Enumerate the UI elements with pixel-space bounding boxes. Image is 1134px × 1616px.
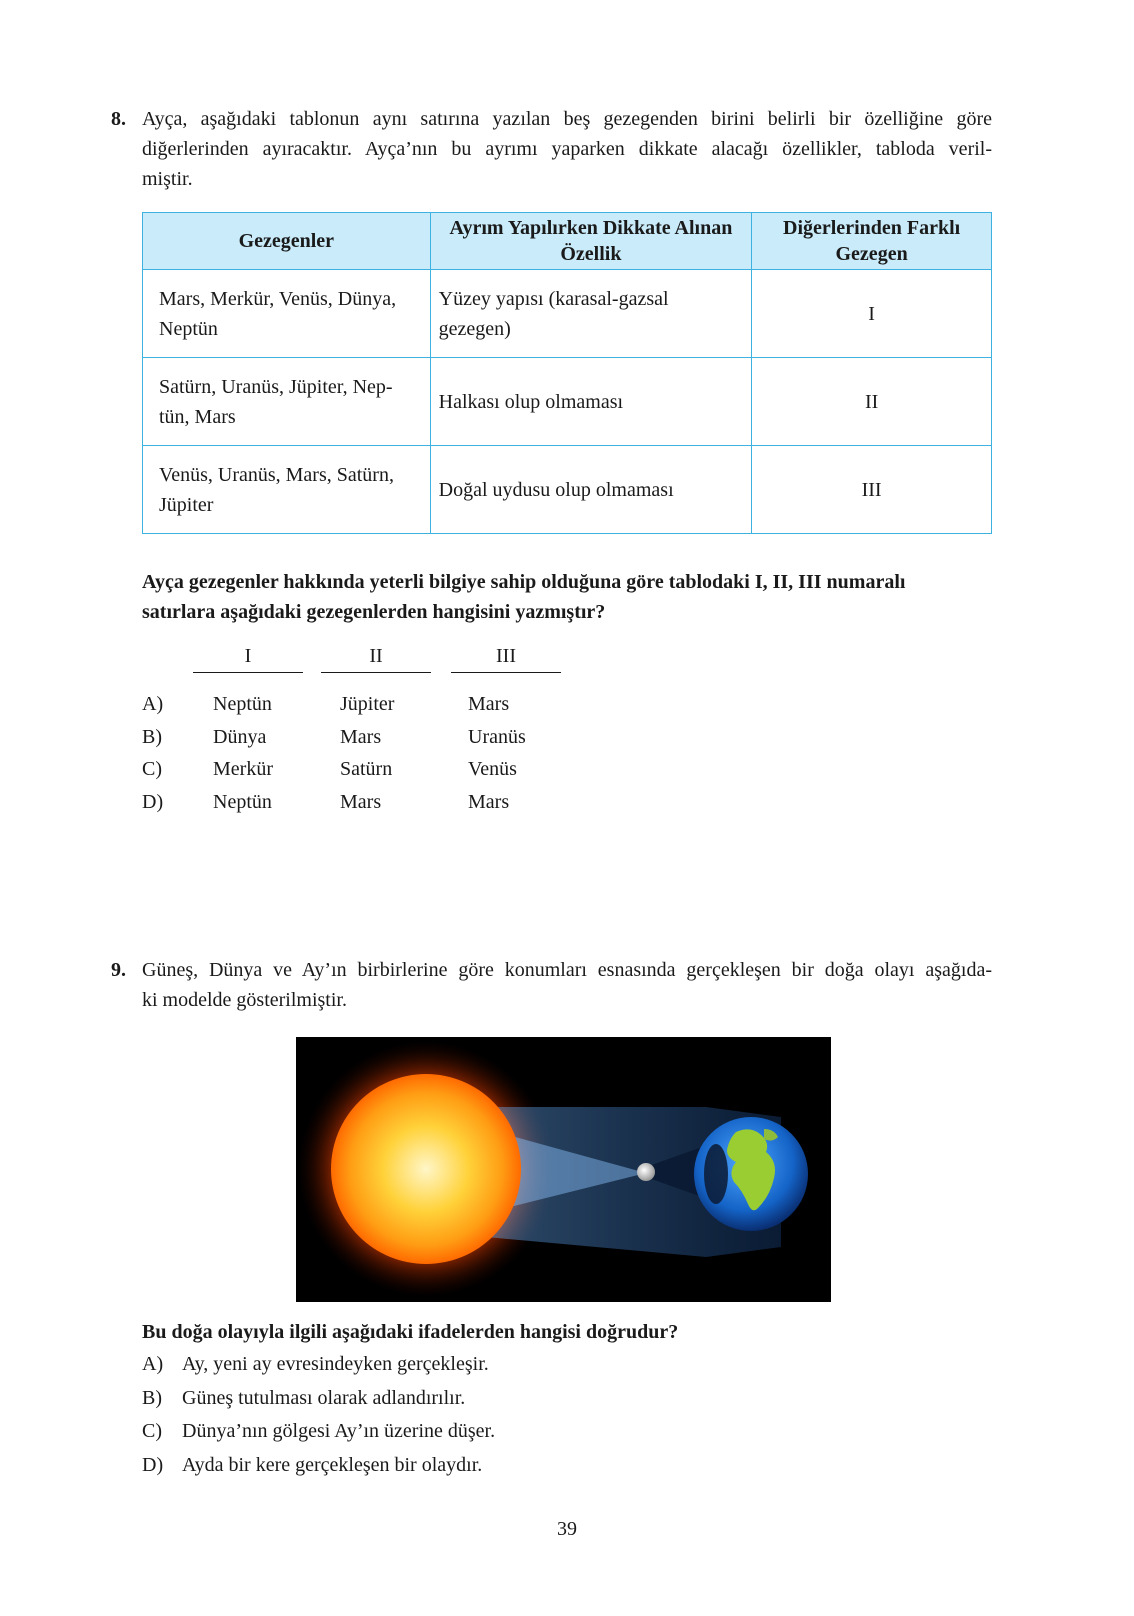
question-8-number: 8. xyxy=(111,108,126,130)
option-value: Uranüs xyxy=(468,726,526,748)
table-header-cell: Diğerlerinden Farklı Gezegen xyxy=(752,213,992,270)
table-row xyxy=(143,358,992,446)
option-value: Mars xyxy=(468,693,510,715)
option-text: Ayda bir kere gerçekleşen bir olaydır. xyxy=(182,1454,483,1476)
option-letter: A) xyxy=(142,693,164,715)
question-9-prompt: Bu doğa olayıyla ilgili aşağıdaki ifadelerden hangisi doğrudur? xyxy=(142,1321,679,1343)
question-8-line: diğerlerinden ayıracaktır. Ayça’nın bu ayrımı yaparken dikkate alacağı özellikler, tabloda veril- xyxy=(142,138,992,160)
table-header-cell: Gezegenler xyxy=(143,213,431,270)
option-letter: B) xyxy=(142,726,162,748)
table-cell-planets: Venüs, Uranüs, Mars, Satürn, Jüpiter xyxy=(143,446,431,534)
answer-column-header: III xyxy=(451,645,561,673)
table-cell-feature: Doğal uydusu olup olmaması xyxy=(430,446,752,534)
table-header-cell: Ayrım Yapılırken Dikkate Alınan Özellik xyxy=(430,213,752,270)
table-cell-mark: II xyxy=(752,358,992,446)
option-text: Dünya’nın gölgesi Ay’ın üzerine düşer. xyxy=(182,1420,496,1442)
option-value: Jüpiter xyxy=(340,693,395,715)
table-cell-mark: I xyxy=(752,270,992,358)
question-8-text xyxy=(142,104,992,194)
option-value: Neptün xyxy=(213,791,272,813)
option-text: Güneş tutulması olarak adlandırılır. xyxy=(182,1387,466,1409)
question-8-line: Ayça, aşağıdaki tablonun aynı satırına yazılan beş gezegenden birini belirli bir özelliğine göre xyxy=(142,108,992,130)
page-number: 39 xyxy=(557,1518,577,1540)
option-value: Neptün xyxy=(213,693,272,715)
question-8-line: miştir. xyxy=(142,168,193,190)
table-cell-mark: III xyxy=(752,446,992,534)
question-9-number: 9. xyxy=(111,959,126,981)
eclipse-model-figure xyxy=(296,1037,831,1302)
option-letter: B) xyxy=(142,1387,162,1409)
question-9-line: ki modelde gösterilmiştir. xyxy=(142,989,347,1011)
moon-icon xyxy=(637,1163,655,1181)
option-value: Merkür xyxy=(213,758,273,780)
answer-column-header: I xyxy=(193,645,303,673)
question-8-prompt xyxy=(142,567,992,627)
option-letter: D) xyxy=(142,1454,164,1476)
table-cell-feature: Halkası olup olmaması xyxy=(430,358,752,446)
option-letter: D) xyxy=(142,791,164,813)
option-value: Mars xyxy=(468,791,510,813)
question-8-prompt-line: Ayça gezegenler hakkında yeterli bilgiye sahip olduğuna göre tablodaki I, II, III numaralı xyxy=(142,571,906,593)
question-8-prompt-line: satırlara aşağıdaki gezegenlerden hangisini yazmıştır? xyxy=(142,601,606,623)
question-9-text xyxy=(142,955,992,1015)
option-value: Satürn xyxy=(340,758,393,780)
table-cell-planets: Satürn, Uranüs, Jüpiter, Nep-tün, Mars xyxy=(143,358,431,446)
sun-icon xyxy=(331,1074,521,1264)
table-row xyxy=(143,446,992,534)
table-header-row xyxy=(143,213,992,270)
table-row xyxy=(143,270,992,358)
option-value: Mars xyxy=(340,791,382,813)
table-cell-feature: Yüzey yapısı (karasal-gazsal gezegen) xyxy=(430,270,752,358)
table-cell-planets: Mars, Merkür, Venüs, Dünya, Neptün xyxy=(143,270,431,358)
option-letter: A) xyxy=(142,1353,164,1375)
option-value: Venüs xyxy=(468,758,517,780)
option-value: Dünya xyxy=(213,726,267,748)
answer-column-header: II xyxy=(321,645,431,673)
option-value: Mars xyxy=(340,726,382,748)
option-letter: C) xyxy=(142,758,162,780)
planet-table xyxy=(142,212,992,534)
option-text: Ay, yeni ay evresindeyken gerçekleşir. xyxy=(182,1353,489,1375)
option-letter: C) xyxy=(142,1420,162,1442)
question-9-line: Güneş, Dünya ve Ay’ın birbirlerine göre konumları esnasında gerçekleşen bir doğa olayı aşağıda- xyxy=(142,959,992,981)
